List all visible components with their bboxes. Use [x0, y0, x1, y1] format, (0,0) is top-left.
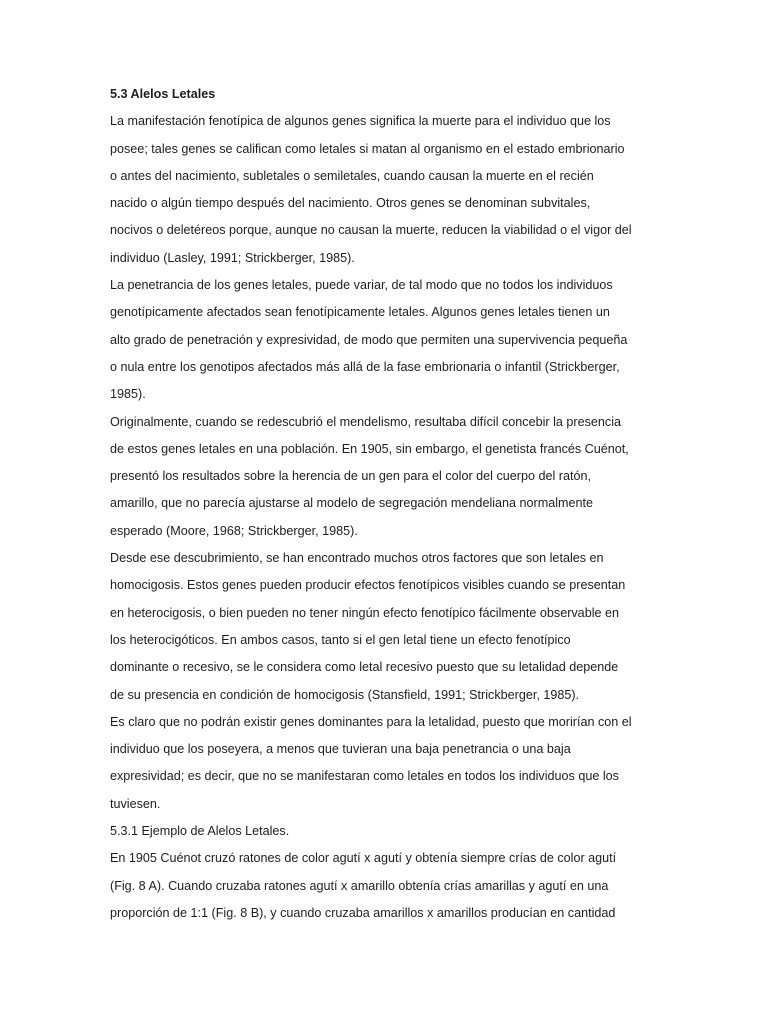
text-line: Es claro que no podrán existir genes dominantes para la letalidad, puesto que morirían con el [110, 714, 632, 729]
text-line: o antes del nacimiento, subletales o semiletales, cuando causan la muerte en el recién [110, 168, 594, 183]
text-line: de estos genes letales en una población. En 1905, sin embargo, el genetista francés Cuénot, [110, 441, 629, 456]
text-line: en heterocigosis, o bien pueden no tener ningún efecto fenotípico fácilmente observable en [110, 605, 620, 620]
text-line: esperado (Moore, 1968; Strickberger, 1985). [110, 523, 358, 538]
section-heading: 5.3 Alelos Letales [110, 87, 216, 101]
text-line: Originalmente, cuando se redescubrió el mendelismo, resultaba difícil concebir la presencia [110, 414, 622, 429]
text-line: alto grado de penetración y expresividad, de modo que permiten una supervivencia pequeña [110, 332, 628, 347]
text-line: proporción de 1:1 (Fig. 8 B), y cuando cruzaba amarillos x amarillos producían en cantidad [110, 905, 616, 920]
text-line: los heterocigóticos. En ambos casos, tanto si el gen letal tiene un efecto fenotípico [110, 632, 571, 647]
text-line: La manifestación fenotípica de algunos genes significa la muerte para el individuo que los [110, 114, 611, 129]
text-line: amarillo, que no parecía ajustarse al modelo de segregación mendeliana normalmente [110, 496, 594, 511]
text-line: o nula entre los genotipos afectados más allá de la fase embrionaria o infantil (Strickberger, [110, 359, 620, 374]
text-line: expresividad; es decir, que no se manifestaran como letales en todos los individuos que los [110, 769, 619, 784]
text-line: tuviesen. [110, 796, 161, 811]
text-line: nacido o algún tiempo después del nacimiento. Otros genes se denominan subvitales, [110, 196, 591, 211]
text-line: 1985). [110, 387, 146, 402]
text-line: posee; tales genes se califican como letales si matan al organismo en el estado embrionario [110, 141, 625, 156]
text-line: En 1905 Cuénot cruzó ratones de color agutí x agutí y obtenía siempre crías de color agutí [110, 851, 617, 866]
subsection-heading: 5.3.1 Ejemplo de Alelos Letales. [110, 824, 290, 839]
text-line: homocigosis. Estos genes pueden producir efectos fenotípicos visibles cuando se presentan [110, 578, 626, 593]
text-line: genotípicamente afectados sean fenotípicamente letales. Algunos genes letales tienen un [110, 305, 610, 320]
text-line: de su presencia en condición de homocigosis (Stansfield, 1991; Strickberger, 1985). [110, 687, 580, 702]
document-body [110, 81, 650, 927]
text-line: Desde ese descubrimiento, se han encontrado muchos otros factores que son letales en [110, 551, 604, 566]
text-line: individuo que los poseyera, a menos que tuvieran una baja penetrancia o una baja [110, 742, 571, 757]
text-line: nocivos o deletéreos porque, aunque no causan la muerte, reducen la viabilidad o el vigor del [110, 223, 632, 238]
text-line: dominante o recesivo, se le considera como letal recesivo puesto que su letalidad depende [110, 660, 619, 675]
text-line: (Fig. 8 A). Cuando cruzaba ratones agutí x amarillo obtenía crías amarillas y agutí en una [110, 878, 609, 893]
text-line: La penetrancia de los genes letales, puede variar, de tal modo que no todos los individuos [110, 278, 613, 293]
text-line: individuo (Lasley, 1991; Strickberger, 1985). [110, 250, 355, 265]
text-line: presentó los resultados sobre la herencia de un gen para el color del cuerpo del ratón, [110, 469, 591, 484]
